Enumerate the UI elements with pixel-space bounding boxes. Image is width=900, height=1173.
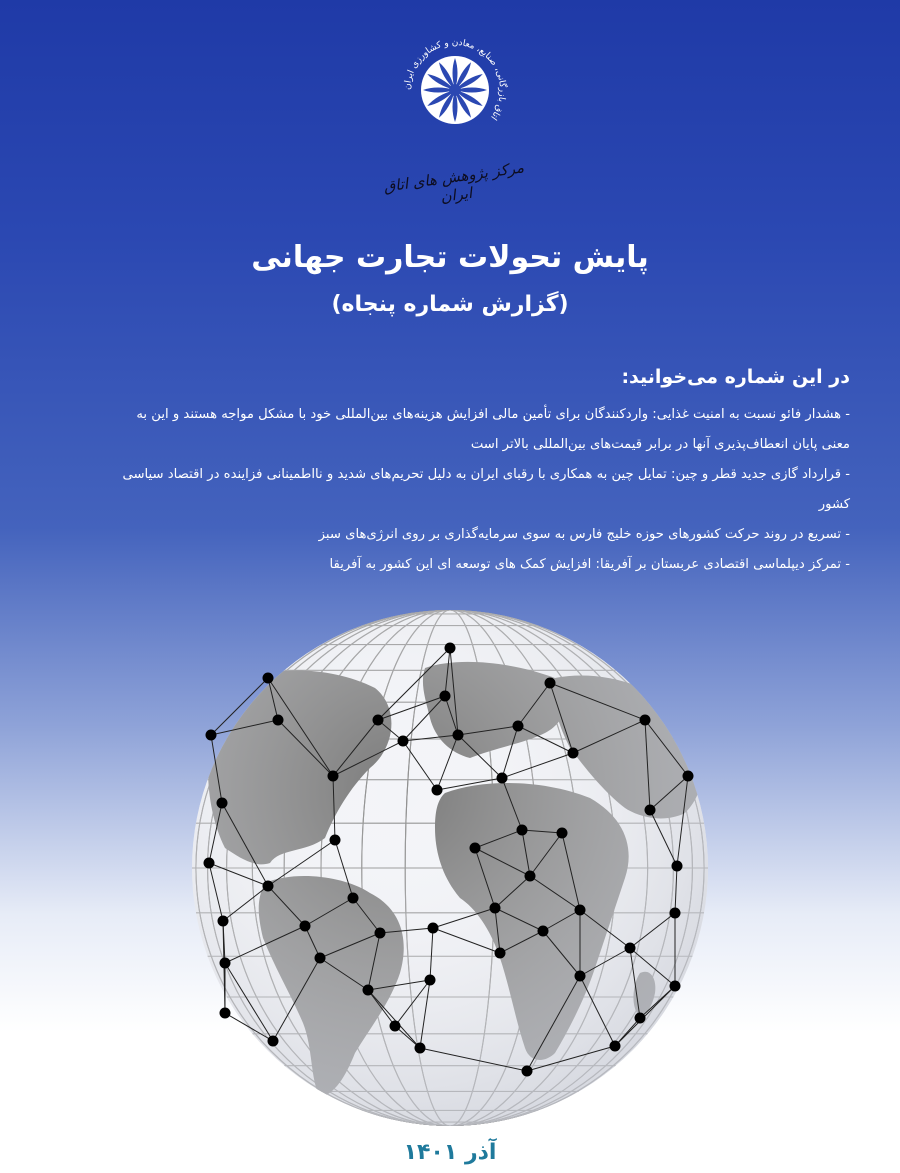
network-node xyxy=(348,893,359,904)
network-node xyxy=(363,985,374,996)
contents-item: - تمرکز دیپلماسی اقتصادی عربستان بر آفریقا: افزایش کمک های توسعه ای این کشور به آفریقا xyxy=(329,557,850,572)
network-node xyxy=(670,908,681,919)
contents-item: معنی پایان انعطاف‌پذیری آنها در برابر قیمت‌های بین‌المللی بالاتر است xyxy=(470,437,850,452)
network-node xyxy=(453,730,464,741)
network-node xyxy=(330,835,341,846)
network-node xyxy=(415,1043,426,1054)
network-node xyxy=(670,981,681,992)
network-node xyxy=(672,861,683,872)
network-node xyxy=(497,773,508,784)
network-node xyxy=(204,858,215,869)
network-node xyxy=(538,926,549,937)
network-node xyxy=(217,798,228,809)
contents-list xyxy=(50,400,850,580)
issue-date: آذر ۱۴۰۱ xyxy=(403,1140,497,1165)
network-node xyxy=(218,916,229,927)
network-node xyxy=(517,825,528,836)
network-node xyxy=(525,871,536,882)
network-node xyxy=(220,1008,231,1019)
network-node xyxy=(470,843,481,854)
contents-item: - قرارداد گازی جدید قطر و چین: تمایل چین به همکاری با رقبای ایران به دلیل تحریم‌های شدید و نااطمینانی فزاینده در اقتصاد سیاسی xyxy=(122,467,850,482)
network-node xyxy=(495,948,506,959)
network-node xyxy=(206,730,217,741)
chamber-sunburst-logo-icon xyxy=(380,30,530,150)
network-node xyxy=(522,1066,533,1077)
network-node xyxy=(263,673,274,684)
network-node xyxy=(575,905,586,916)
network-node xyxy=(640,715,651,726)
network-node xyxy=(373,715,384,726)
network-node xyxy=(390,1021,401,1032)
network-node xyxy=(220,958,231,969)
network-node xyxy=(263,881,274,892)
network-node xyxy=(300,921,311,932)
network-node xyxy=(635,1013,646,1024)
network-node xyxy=(375,928,386,939)
network-node xyxy=(268,1036,279,1047)
network-node xyxy=(273,715,284,726)
network-node xyxy=(575,971,586,982)
network-node xyxy=(557,828,568,839)
logo-ring-text: اتاق بازرگانی، صنایع، معادن و کشاورزی ایران xyxy=(402,37,508,122)
network-node xyxy=(425,975,436,986)
network-node xyxy=(328,771,339,782)
network-node xyxy=(645,805,656,816)
logo-caption: مرکز پژوهش های اتاق ایران xyxy=(382,158,526,207)
network-globe-icon xyxy=(185,608,715,1128)
network-node xyxy=(513,721,524,732)
report-title: پایش تحولات تجارت جهانی xyxy=(251,240,649,275)
network-node xyxy=(432,785,443,796)
network-node xyxy=(683,771,694,782)
contents-item: کشور xyxy=(818,497,850,512)
network-node xyxy=(568,748,579,759)
network-node xyxy=(315,953,326,964)
network-node xyxy=(445,643,456,654)
contents-heading: در این شماره می‌خوانید: xyxy=(621,366,850,388)
network-node xyxy=(440,691,451,702)
network-node xyxy=(490,903,501,914)
network-node xyxy=(398,736,409,747)
report-subtitle: (گزارش شماره پنجاه) xyxy=(331,292,569,317)
network-node xyxy=(428,923,439,934)
contents-item: - هشدار فائو نسبت به امنیت غذایی: واردکنندگان برای تأمین مالی افزایش هزینه‌های بین‌المللی خود با مشکل مواجه هستند و این به xyxy=(136,407,850,422)
network-node xyxy=(545,678,556,689)
contents-item: - تسریع در روند حرکت کشورهای حوزه خلیج فارس به سوی سرمایه‌گذاری بر روی انرژی‌های سبز xyxy=(318,527,850,542)
network-node xyxy=(610,1041,621,1052)
network-node xyxy=(625,943,636,954)
